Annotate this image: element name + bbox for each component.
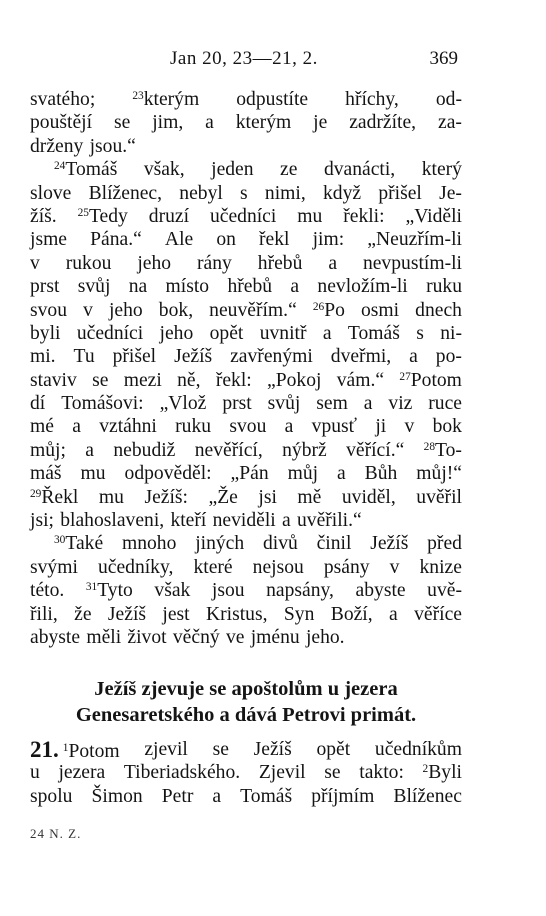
word: 21. $^1$Potom — [30, 737, 120, 762]
word: slove — [30, 182, 72, 204]
word: nejsou — [252, 556, 304, 578]
word: a — [322, 322, 332, 344]
text-line — [30, 532, 462, 555]
word: Boží, — [330, 603, 373, 625]
word: věřící.“ — [346, 439, 405, 461]
word: bok — [432, 416, 462, 438]
word: máš — [30, 463, 62, 485]
word: hřebů — [227, 276, 273, 298]
word: napsány, — [266, 580, 334, 602]
word: svůj — [77, 276, 111, 298]
word: Zjevil — [258, 762, 306, 784]
chapter-text — [30, 738, 462, 808]
word: Ježíš — [174, 346, 213, 368]
text-line — [30, 88, 462, 111]
word: bok, — [158, 299, 194, 321]
word: ruku — [175, 416, 212, 438]
word: ve — [225, 626, 245, 648]
word: Tiberiadského. — [123, 762, 241, 784]
word: Tomáš — [347, 322, 400, 344]
word: nýbrž — [282, 439, 327, 461]
word: odpověděl: — [124, 463, 212, 485]
word: jsou.“ — [89, 135, 136, 157]
verse-number: 31 — [85, 580, 98, 593]
word: ně, — [177, 369, 201, 391]
word: s — [240, 182, 248, 204]
word: drženy — [30, 135, 84, 157]
word: jezera — [58, 762, 106, 784]
word: kteří — [170, 510, 207, 532]
word: mi. — [30, 346, 56, 368]
section-title-line: Genesaretského a dává Petrovi primát. — [75, 704, 417, 726]
section-title — [30, 676, 462, 728]
word: a — [85, 439, 94, 461]
printer-signature: 24 N. Z. — [30, 826, 82, 841]
text-line — [30, 205, 462, 228]
word: zadržíte, — [349, 112, 417, 134]
word: však — [154, 580, 191, 602]
word: pouštějí — [30, 112, 93, 134]
page-header — [0, 48, 546, 76]
word: byli — [30, 322, 61, 344]
text-line — [30, 738, 462, 761]
word: $^{23}$kterým — [132, 89, 200, 110]
word: $^{30}$Také — [54, 533, 104, 555]
word: a — [409, 346, 418, 368]
word: Blíženec — [393, 785, 462, 807]
text-line — [30, 462, 462, 485]
word: činil — [316, 533, 352, 555]
word: jim, — [152, 112, 184, 134]
word: a — [389, 603, 398, 625]
verse-number: 24 — [54, 159, 66, 172]
verse-number: 1 — [62, 741, 69, 754]
word: abyste — [355, 580, 406, 602]
word: mezi — [123, 369, 162, 391]
word: $^2$Byli — [422, 762, 462, 784]
word: svůj — [267, 393, 301, 415]
word: v — [389, 556, 400, 578]
word: nebudiž — [113, 439, 176, 461]
text-line — [30, 275, 462, 298]
word: žíš. — [30, 205, 57, 227]
word: $^{28}$To- — [423, 439, 462, 461]
word: řekl: — [215, 369, 252, 391]
word: ruce — [428, 393, 462, 415]
word: učedníky, — [97, 556, 174, 578]
word: Syn — [283, 603, 315, 625]
word: Kristus, — [205, 603, 268, 625]
verse-number: 27 — [399, 370, 411, 383]
word: dveřmi, — [330, 346, 392, 368]
word: divů — [262, 533, 298, 555]
word: nimi, — [264, 182, 306, 204]
word: rány — [197, 252, 232, 274]
word: $^{25}$Tedy — [77, 205, 128, 227]
word: v — [30, 252, 40, 274]
word: „Neuzřím-li — [367, 229, 462, 251]
word: vám.“ — [336, 369, 385, 391]
word: se — [324, 762, 341, 784]
word: přišel — [378, 182, 422, 204]
text-line — [30, 135, 462, 158]
word: od- — [435, 89, 462, 110]
word: abyste — [30, 626, 81, 648]
word: mu — [98, 486, 124, 508]
word: můj; — [30, 439, 66, 461]
word: že — [74, 603, 92, 625]
word: a — [290, 276, 300, 298]
text-line — [30, 111, 462, 134]
word: se — [212, 739, 229, 760]
text-line — [30, 158, 462, 181]
word: svou — [229, 416, 267, 438]
word: a — [282, 510, 291, 532]
text-line — [30, 322, 462, 345]
word: v — [83, 299, 93, 321]
word: jeho — [159, 322, 194, 344]
word: uvěřil — [416, 486, 462, 508]
text-line — [30, 626, 462, 649]
word: zavřenými — [230, 346, 313, 368]
chapter-number: 21. — [30, 737, 59, 762]
word: Pána.“ — [90, 229, 142, 251]
word: mu — [297, 205, 323, 227]
word: psány — [323, 556, 370, 578]
word: ji — [375, 416, 387, 438]
word: za- — [438, 112, 462, 134]
word: dí — [30, 393, 46, 415]
word: který — [421, 159, 462, 181]
word: Tu — [73, 346, 95, 368]
word: Ježíš — [253, 739, 292, 760]
word: přišel — [112, 346, 157, 368]
word: učedníci — [209, 205, 277, 227]
word: jeho. — [305, 626, 345, 648]
word: svatého; — [30, 89, 96, 110]
word: Petr — [161, 785, 194, 807]
word: Tomášovi: — [61, 393, 144, 415]
word: mě — [297, 486, 322, 508]
text-line — [30, 785, 462, 808]
word: učedníkům — [374, 739, 462, 760]
text-line — [30, 299, 462, 322]
text-line — [30, 603, 462, 626]
word: $^{24}$Tomáš — [54, 159, 118, 181]
word: a — [212, 785, 222, 807]
text-line — [30, 556, 462, 579]
word: řekli: — [343, 205, 385, 227]
text-line — [30, 509, 462, 532]
word: s — [416, 322, 424, 344]
word: $^{27}$Potom — [399, 369, 462, 391]
word: když — [322, 182, 362, 204]
word: prst — [222, 393, 252, 415]
word: prst — [30, 276, 60, 298]
word: nevpustím-li — [362, 252, 462, 274]
word: Ale — [164, 229, 194, 251]
word: jeden — [211, 159, 254, 181]
word: jim: — [312, 229, 345, 251]
word: jeho — [108, 299, 143, 321]
word: „Pokoj — [267, 369, 322, 391]
word: mnoho — [121, 533, 177, 555]
word: Tomáš — [240, 785, 293, 807]
word: $^{31}$Tyto — [85, 580, 133, 602]
word: Blíženec, — [88, 182, 163, 204]
text-line — [30, 392, 462, 415]
word: dnech — [415, 299, 462, 321]
word: uviděl, — [341, 486, 396, 508]
verse-number: 30 — [54, 534, 66, 547]
word: a — [328, 252, 338, 274]
word: hříchy, — [345, 89, 399, 110]
word: a — [363, 393, 373, 415]
word: věříce — [414, 603, 462, 625]
word: ni- — [440, 322, 462, 344]
word: u — [30, 762, 40, 784]
word: měli — [86, 626, 122, 648]
word: jsou — [211, 580, 245, 602]
text-line — [30, 369, 462, 392]
verse-number: 28 — [423, 440, 436, 453]
word: hřebů — [257, 252, 303, 274]
word: spolu — [30, 785, 73, 807]
word: nevěřící, — [194, 439, 263, 461]
text-line — [30, 228, 462, 251]
word: nebyl — [179, 182, 223, 204]
word: před — [427, 533, 462, 555]
word: které — [193, 556, 233, 578]
word: neviděli — [212, 510, 276, 532]
word: jsme — [30, 229, 68, 251]
verse-number: 26 — [312, 300, 325, 313]
word: Šimon — [91, 785, 143, 807]
word: příjmím — [311, 785, 375, 807]
word: uvěřili.“ — [296, 510, 362, 532]
body-text — [30, 88, 462, 649]
text-line — [30, 579, 462, 602]
text-line — [30, 182, 462, 205]
word: odpustíte — [236, 89, 309, 110]
running-head: Jan 20, 23—21, 2. — [170, 48, 318, 69]
word: se — [113, 112, 131, 134]
word: a — [284, 416, 294, 438]
word: opět — [209, 322, 244, 344]
word: místo — [165, 276, 210, 298]
word: Ježíš — [370, 533, 409, 555]
word: Ježíš — [107, 603, 147, 625]
section-title-line: Ježíš zjevuje se apoštolům u jezera — [94, 678, 398, 700]
word: zjevil — [144, 739, 188, 760]
word: „Vlož — [159, 393, 207, 415]
verse-number: 29 — [30, 487, 42, 500]
word: se — [92, 369, 109, 391]
word: $^{26}$Po — [312, 299, 345, 321]
word: je — [313, 112, 328, 134]
word: „Pán — [230, 463, 269, 485]
word: druzí — [148, 205, 190, 227]
word: viz — [388, 393, 413, 415]
verse-number: 23 — [132, 89, 144, 102]
word: a — [337, 463, 346, 485]
word: jiných — [195, 533, 245, 555]
verse-number: 25 — [77, 206, 89, 219]
word: staviv — [30, 369, 77, 391]
word: učedníci — [76, 322, 144, 344]
word: Bůh — [364, 463, 398, 485]
word: uvě- — [427, 580, 462, 602]
word: „Že — [208, 486, 238, 508]
word: můj!“ — [416, 463, 462, 485]
word: řekl — [259, 229, 290, 251]
word: a — [72, 416, 81, 438]
word: vpusť — [311, 416, 358, 438]
word: sem — [316, 393, 348, 415]
word: ruku — [426, 276, 462, 298]
word: této. — [30, 580, 65, 602]
word: Je- — [439, 182, 462, 204]
word: však, — [143, 159, 185, 181]
word: uvnitř — [259, 322, 307, 344]
word: v — [404, 416, 415, 438]
word: život — [127, 626, 167, 648]
word: knize — [419, 556, 462, 578]
word: jsi — [258, 486, 277, 508]
page-number: 369 — [429, 48, 458, 69]
word: jest — [162, 603, 190, 625]
word: Ježíš: — [144, 486, 188, 508]
word: takto: — [359, 762, 404, 784]
text-line — [30, 345, 462, 368]
word: svými — [30, 556, 78, 578]
word: mé — [30, 416, 54, 438]
word: a — [205, 112, 214, 134]
word: blahoslaveni, — [60, 510, 165, 532]
text-line — [30, 486, 462, 509]
word: můj — [287, 463, 319, 485]
word: jeho — [137, 252, 172, 274]
word: opět — [316, 739, 351, 760]
text-line — [30, 252, 462, 275]
word: dvanácti, — [323, 159, 396, 181]
word: svou — [30, 299, 68, 321]
verse-number: 2 — [422, 763, 429, 776]
text-line — [30, 415, 462, 438]
text-line — [30, 439, 462, 462]
word: nevložím-li — [317, 276, 408, 298]
word: ze — [280, 159, 298, 181]
word: jsi; — [30, 510, 54, 532]
word: po- — [435, 346, 462, 368]
word: osmi — [360, 299, 400, 321]
word: vztáhni — [99, 416, 157, 438]
text-line — [30, 761, 462, 784]
word: neuvěřím.“ — [209, 299, 297, 321]
word: $^{29}$Řekl — [30, 486, 79, 508]
word: on — [216, 229, 236, 251]
word: rukou — [65, 252, 112, 274]
word: mu — [80, 463, 106, 485]
word: na — [128, 276, 148, 298]
word: věčný — [172, 626, 220, 648]
word: jménu — [250, 626, 300, 648]
word: kterým — [235, 112, 292, 134]
word: řili, — [30, 603, 58, 625]
word: „Viděli — [405, 205, 462, 227]
